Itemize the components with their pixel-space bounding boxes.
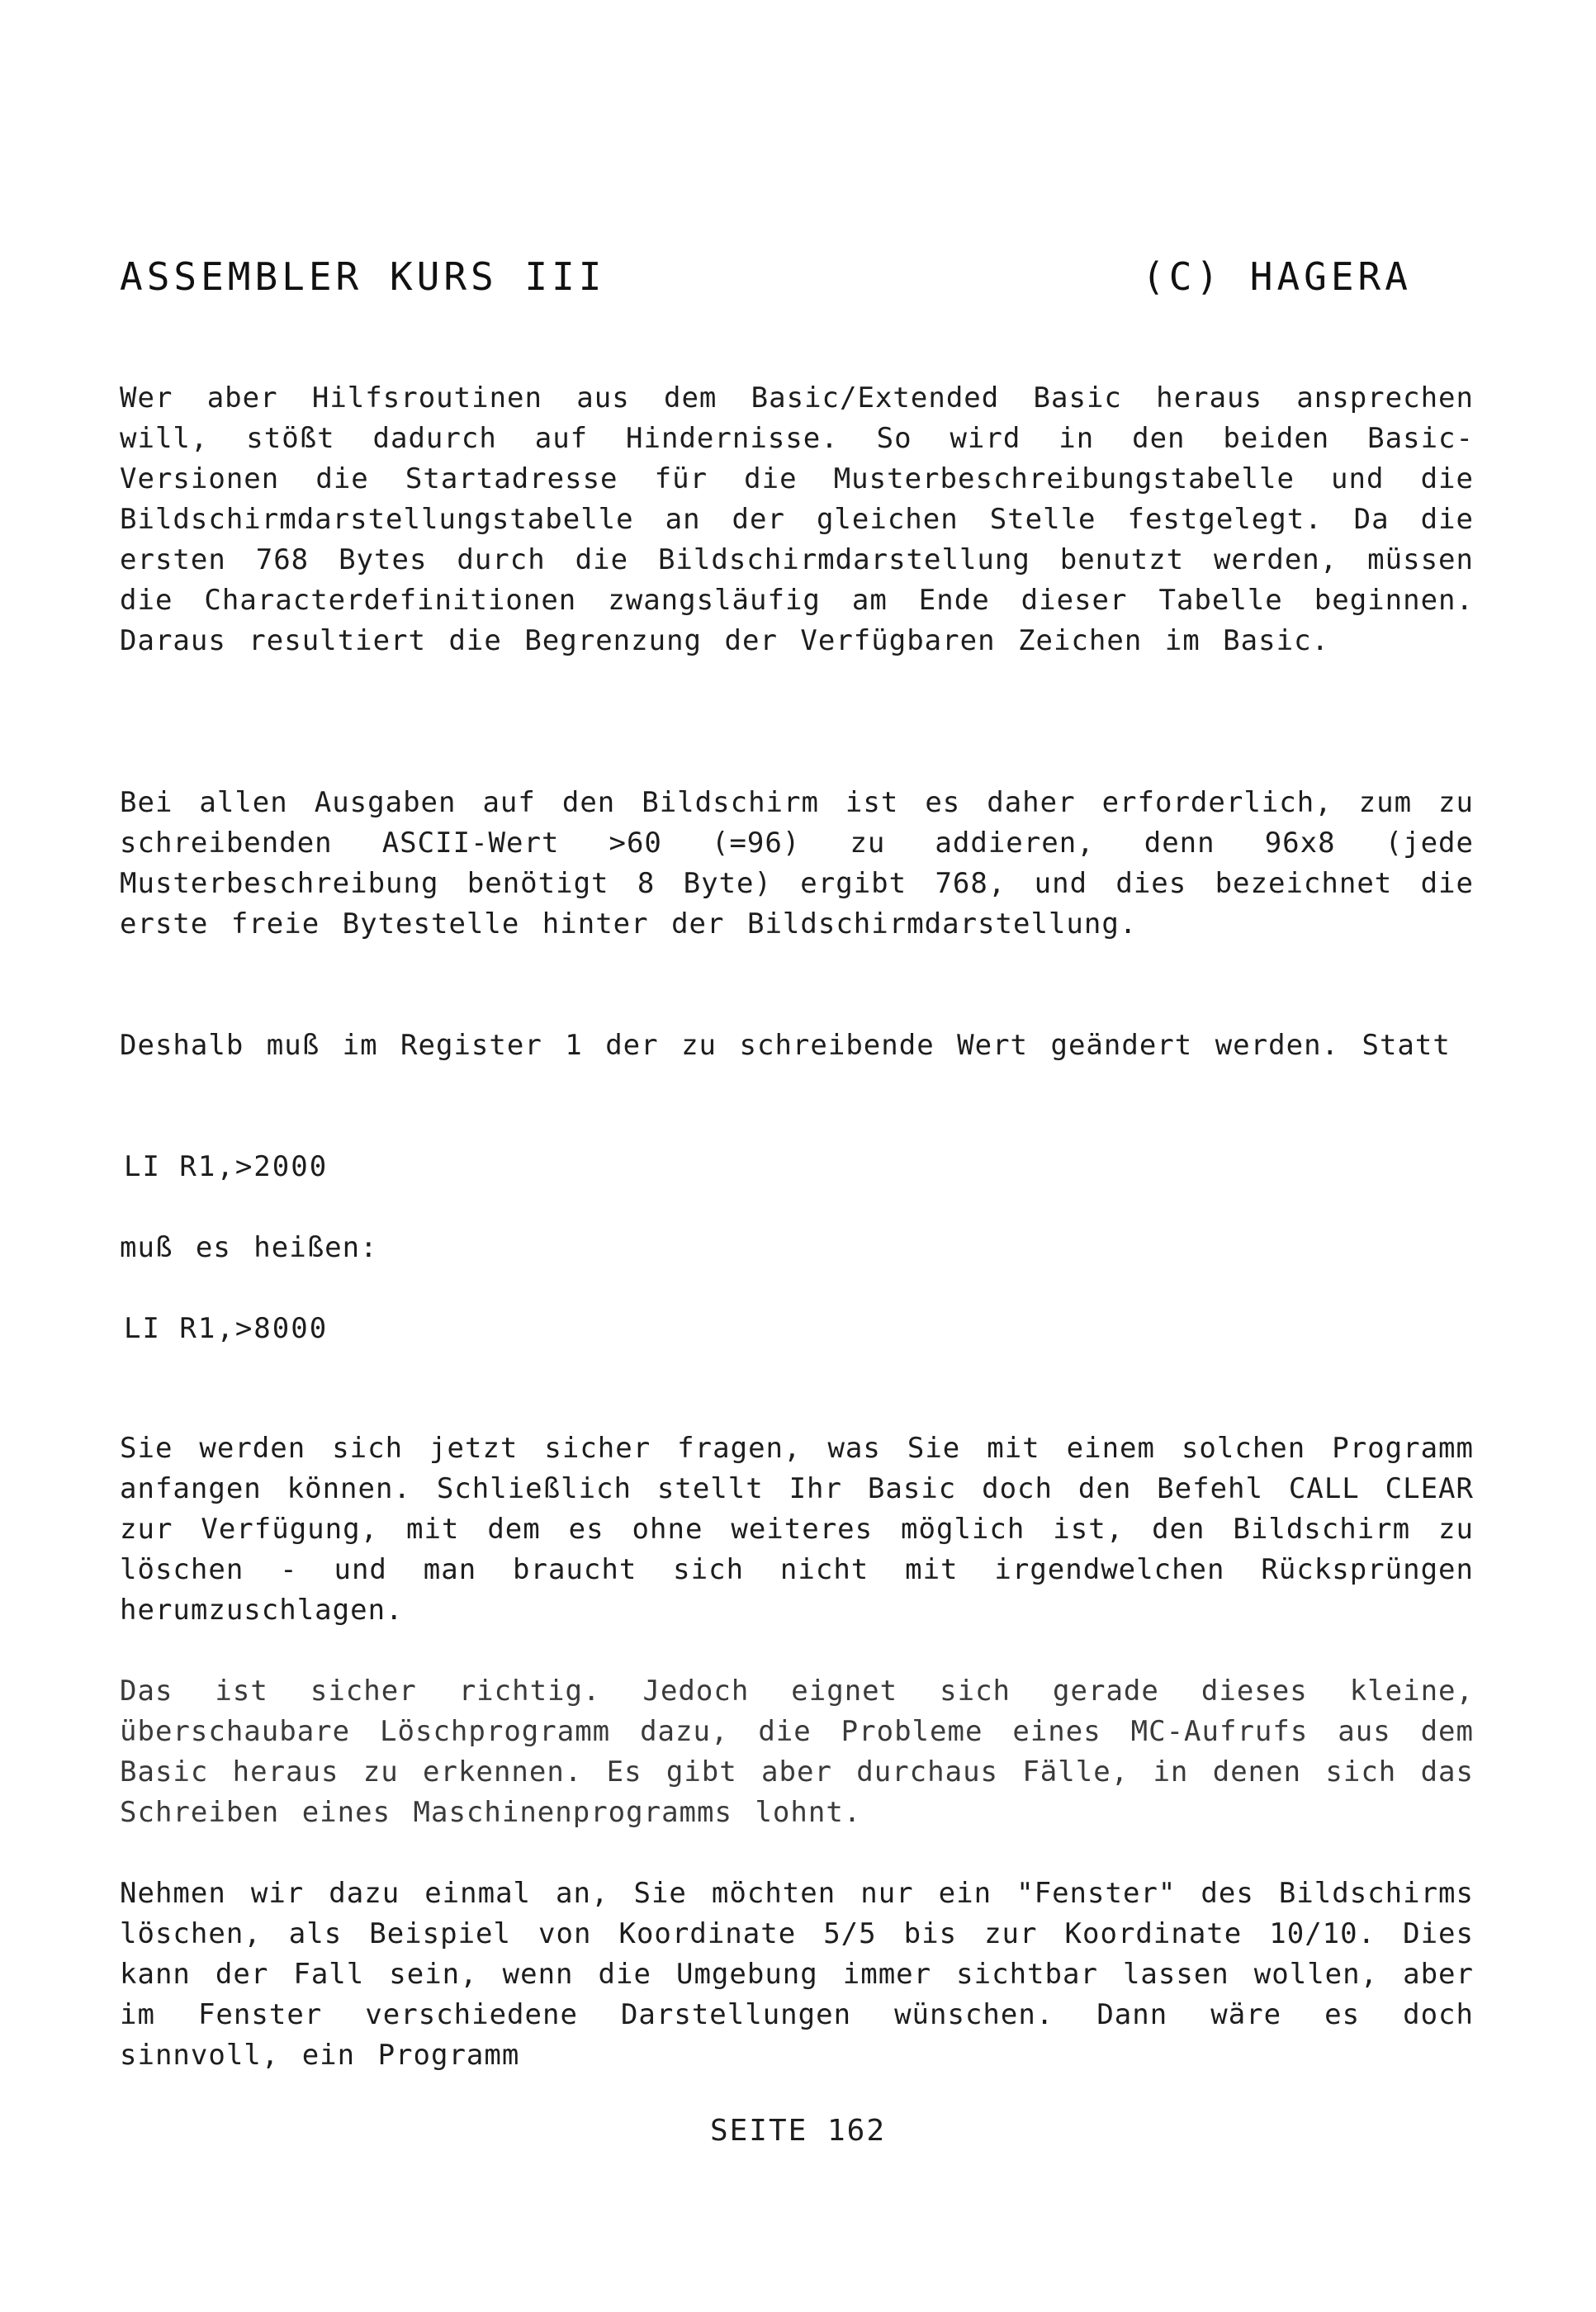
paragraph-mc-call-problems: Das ist sicher richtig. Jedoch eignet sich gerade dieses kleine, überschaubare Löschprogramm dazu, die Probleme eines MC-Aufrufs aus dem Basic heraus zu erkennen. Es gibt aber durchaus Fälle, in denen sich das Schreiben eines Maschinenprogramms lohnt.: [120, 1675, 1474, 1829]
copyright-notice: (C) HAGERA: [1142, 254, 1412, 299]
paragraph-register-change: Deshalb muß im Register 1 der zu schreibende Wert geändert werden. Statt: [120, 1029, 1451, 1062]
paragraph-window-clear: Nehmen wir dazu einmal an, Sie möchten nur ein "Fenster" des Bildschirms löschen, als Beispiel von Koordinate 5/5 bis zur Koordinate 10/10. Dies kann der Fall sein, wenn die Umgebung immer sichtbar lassen wollen, aber im Fenster verschiedene Darstellungen wünschen. Dann wäre es doch sinnvoll, ein Programm: [120, 1877, 1474, 2072]
paragraph-call-clear: Sie werden sich jetzt sicher fragen, was Sie mit einem solchen Programm anfangen können. Schließlich stellt Ihr Basic doch den Befehl CALL CLEAR zur Verfügung, mit dem es ohne weiteres möglich ist, den Bildschirm zu löschen - und man braucht sich nicht mit irgendwelchen Rücksprüngen herumzuschlagen.: [120, 1432, 1474, 1627]
code-line-corrected: LI R1,>8000: [124, 1312, 329, 1345]
paragraph-ascii-offset: Bei allen Ausgaben auf den Bildschirm ist es daher erforderlich, zum zu schreibenden ASCII-Wert >60 (=96) zu addieren, denn 96x8 (jede Musterbeschreibung benötigt 8 Byte) ergibt 768, und dies bezeichnet die erste freie Bytestelle hinter der Bildschirmdarstellung.: [120, 786, 1474, 940]
page-number: SEITE 162: [709, 2114, 887, 2148]
paragraph-basic-limits: Wer aber Hilfsroutinen aus dem Basic/Extended Basic heraus ansprechen will, stößt dadurch auf Hindernisse. So wird in den beiden Basic-Versionen die Startadresse für die Musterbeschreibungstabelle und die Bildschirmdarstellungstabelle an der gleichen Stelle festgelegt. Da die ersten 768 Bytes durch die Bildschirmdarstellung benutzt werden, müssen die Characterdefinitionen zwangsläufig am Ende dieser Tabelle beginnen. Daraus resultiert die Begrenzung der Verfügbaren Zeichen im Basic.: [120, 381, 1474, 657]
page-title: ASSEMBLER KURS III: [120, 254, 606, 299]
code-line-original: LI R1,>2000: [124, 1150, 329, 1183]
page-header: [120, 252, 1474, 301]
paragraph-must-read: muß es heißen:: [120, 1231, 378, 1264]
